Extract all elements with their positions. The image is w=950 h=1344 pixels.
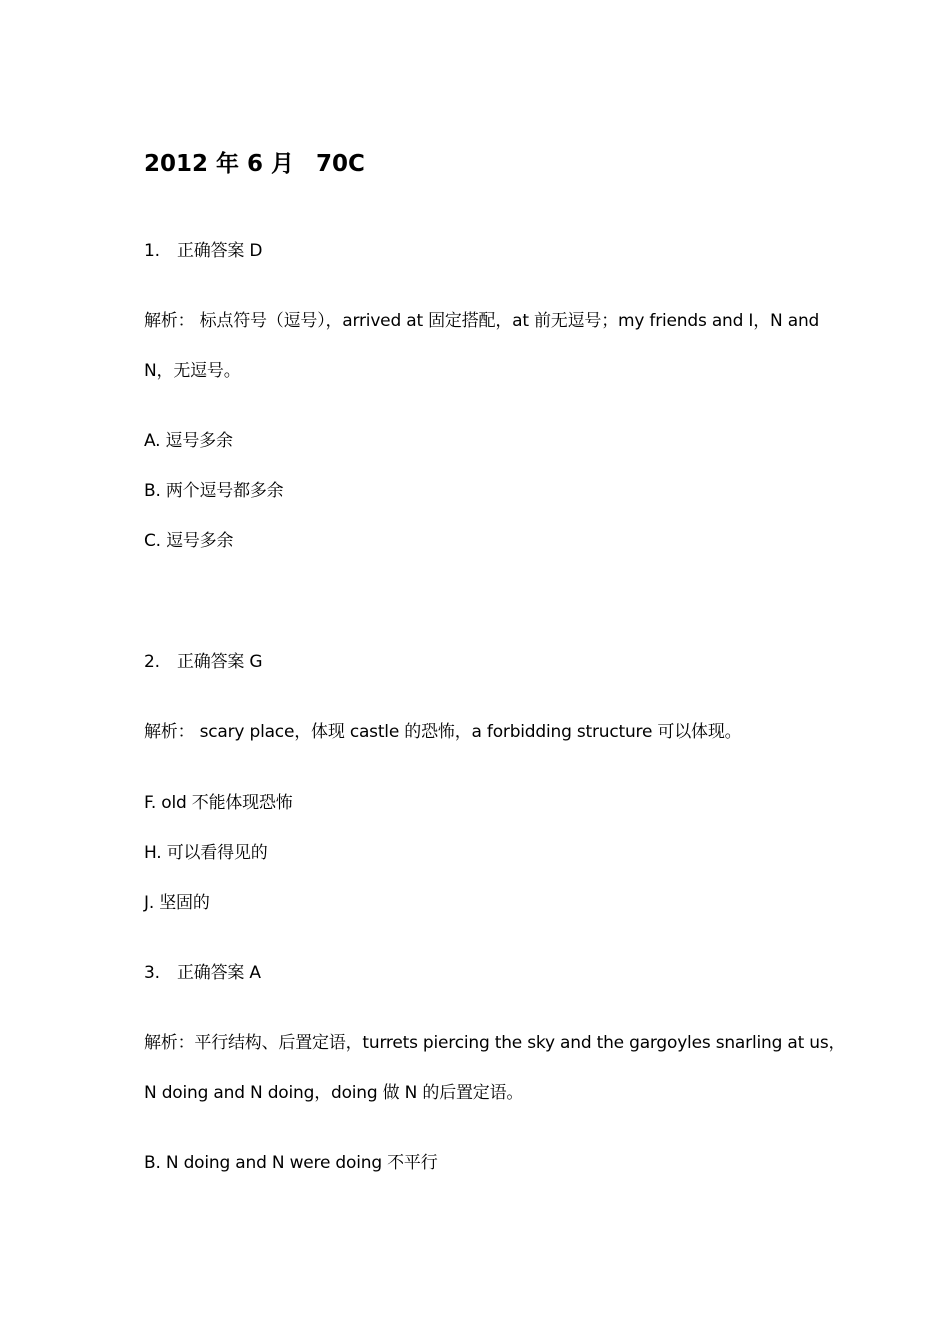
answer-text: 正确答案 D: [177, 241, 263, 261]
question-2-option-h: H. 可以看得见的: [144, 843, 268, 863]
question-1-analysis-line-2: N，无逗号。: [144, 361, 241, 381]
question-1-answer: [144, 240, 262, 262]
title-code: 70C: [316, 151, 365, 177]
question-1-option-c: C. 逗号多余: [144, 531, 234, 551]
question-1-option-b: B. 两个逗号都多余: [144, 481, 284, 501]
question-number: 2.: [144, 652, 160, 672]
question-3-option-b: B. N doing and N were doing 不平行: [144, 1153, 438, 1173]
question-2-option-f: F. old 不能体现恐怖: [144, 793, 293, 813]
answer-text: 正确答案 A: [177, 963, 261, 983]
question-number: 1.: [144, 241, 160, 261]
question-3-analysis-line-2: N doing and N doing，doing 做 N 的后置定语。: [144, 1083, 524, 1103]
question-1-analysis-line-1: 解析： 标点符号（逗号），arrived at 固定搭配，at 前无逗号；my friends and I，N and: [144, 311, 820, 331]
question-2-answer: [144, 651, 262, 673]
question-2-analysis-line-1: 解析： scary place，体现 castle 的恐怖，a forbidding structure 可以体现。: [144, 722, 742, 742]
question-1-option-a: A. 逗号多余: [144, 431, 233, 451]
question-number: 3.: [144, 963, 160, 983]
question-2-option-j: J. 坚固的: [144, 893, 210, 913]
question-3-answer: [144, 962, 261, 984]
question-3-analysis-line-1: 解析：平行结构、后置定语，turrets piercing the sky and the gargoyles snarling at us，: [144, 1033, 846, 1053]
title-date: 2012 年 6 月: [144, 151, 295, 177]
page-title: [144, 149, 365, 179]
answer-text: 正确答案 G: [177, 652, 263, 672]
